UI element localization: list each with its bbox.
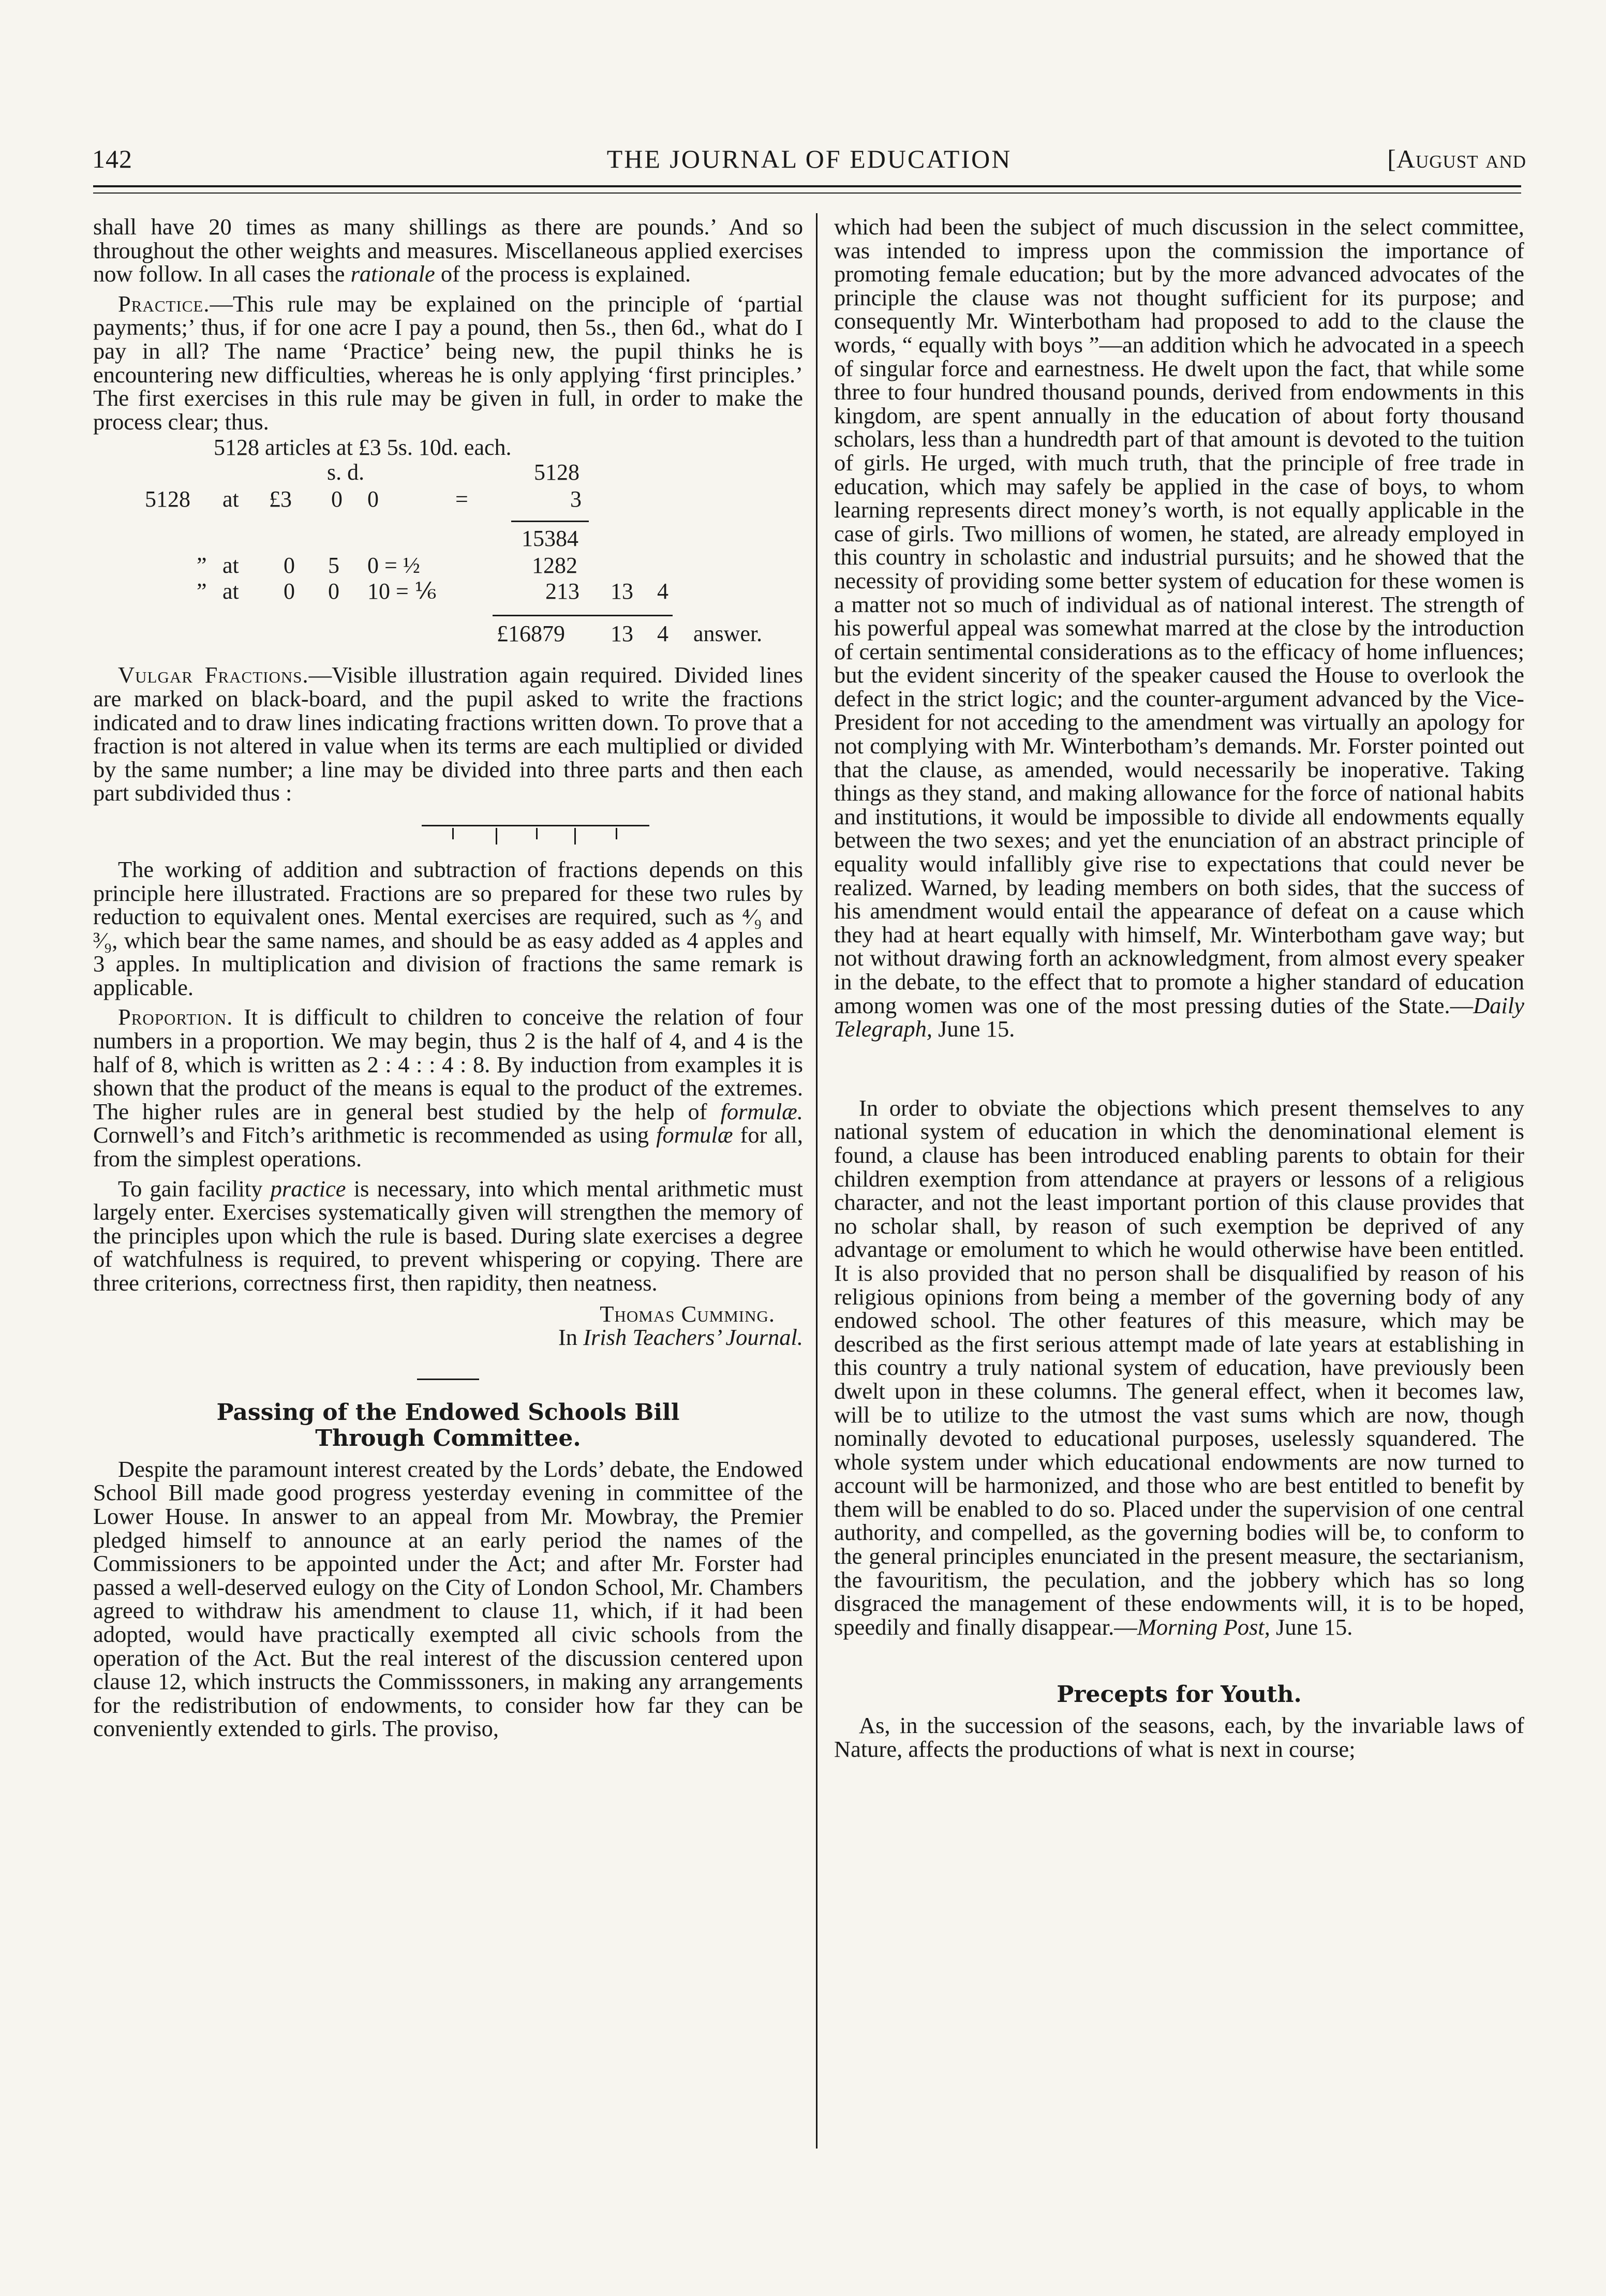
paragraph-working: The working of addition and subtraction of fractions depends on this principle here illustrated. Fractions are so prepared for these two rules by reduction to equivalent ones. Mental exercises are required, such as ⁴⁄₉ and ³⁄₉, which bear the same names, and should be as easy added as 4 apples and 3 apples. In multiplication and division of fractions the same remark is applicable. <box>93 856 803 1000</box>
paragraph-winterbotham: which had been the subject of much discussion in the select committee, was intended to impress upon the commission the importance of promoting female education; but by the more advanced advocates of the principle the clause was not thought sufficient for its purpose; and consequently Mr. Winterbotham had proposed to add to the clause the words, “ equally with boys ”—an addition which he advocated in a speech of singular force and earnestness. He dwelt upon the fact, that while some three to four hundred thousand pounds, derived from endowments in this kingdom, are spent annually in the education of about forty thousand scholars, less than a hundredth part of that amount is devoted to the tuition of girls. He urged, with much truth, that the principle of free trade in education, which may safely be applied in the case of boys, to whom learning represents direct money’s worth, is not equally applicable in the case of girls. Two millions of women, he stated, are already employed in this country in scholastic and industrial pursuits; and he showed that the necessity of providing some better system of education for these women is a matter not so much of individual as of national interest. The strength of his powerful appeal was somewhat marred at the close by the introduction of certain sentimental considerations as to the efficacy of home influences; but the evident sincerity of the speaker caused the House to overlook the defect in the strict logic; and the counter-argument advanced by the Vice-President for not acceding to the amendment was virtually an apology for not complying with Mr. Winterbotham’s demands. Mr. Forster pointed out that the clause, as amended, would necessarily be inoperative. Taking things as they stand, and making allowance for the force of national habits and institutions, it would be impossible to divide all endowments equally between the two sexes; and yet the enunciation of an abstract principle of equality would infallibly give rise to expectations that could never be realized. Warned, by leading members on both sides, that the success of his amendment would entail the appearance of defeat on a cause which they had at heart equally with himself, Mr. Winterbotham gave way; but not without drawing forth an acknowledgment, from almost every speaker in the debate, to the effect that to promote a higher standard of education among women was one of the most pressing duties of the State.—Daily Telegraph, June 15. <box>834 214 1524 1042</box>
calc-r3-pence: 4 <box>657 579 668 604</box>
calc-r3-s: 0 <box>328 579 339 604</box>
calc-r2-frac: 0 = ½ <box>367 553 420 579</box>
right-column <box>834 215 1524 1761</box>
calc-r1-at: at <box>222 486 239 512</box>
calc-r1-eq: = <box>455 486 468 512</box>
calc-heading: 5128 articles at £3 5s. 10d. each. <box>214 435 512 461</box>
practice-heading: Practice. <box>118 290 210 317</box>
paragraph-facility: To gain facility practice is necessary, into which mental arithmetic must largely enter. Exercises systematically given will strengthen the memory of the principles upon which the rule is based. During slate exercises a degree of watchfulness is required, to prevent whispering or copying. There are three criterions, correctness first, then rapidity, then neatness. <box>93 1175 803 1296</box>
calc-rule-1 <box>511 521 589 522</box>
calc-r2-s: 5 <box>328 553 339 579</box>
issue-context: [August and <box>1387 144 1526 173</box>
calc-total-pence: 4 <box>657 621 668 647</box>
calc-rule-2 <box>493 615 673 616</box>
paragraph-precepts: As, in the succession of the seasons, each, by the invariable laws of Nature, affects the productions of what is next in course; <box>834 1712 1524 1762</box>
proportion-heading: Proportion. <box>118 1004 233 1030</box>
calc-r1-l: £3 <box>269 486 292 512</box>
running-header <box>92 139 1526 180</box>
paragraph-objections: In order to obviate the objections which present themselves to any national system of education in which the denominational element is found, a clause has been introduced enabling parents to obtain for their children exemption from attendance at prayers or lessons of a religious character, and not the least important portion of this clause provides that no scholar shall, by reason of such exemption be deprived of any advantage or emolument to which he would otherwise have been entitled. It is also provided that no person shall be disqualified by reason of his religious opinions from being a member of the governing body of any endowed school. The other features of this measure, which may be described as the first serious attempt made of late years at establishing in this country a truly national system of education, have previously been dwelt upon in these columns. The general effect, when it becomes law, will be to utilize to the utmost the vast sums which are now, though nominally devoted to educational purposes, uselessly squandered. The whole system under which educational endowments are now turned to account will be harmonized, and those who are best entitled to benefit by them will be enabled to do so. Placed under the supervision of one central authority, and compelled, as the governing bodies will be, to conform to the general principles enunciated in the present measure, the sectarianism, the favouritism, the peculation, and the jobbery which has so long disgraced the management of these endowments will, it is to be hoped, speedily and finally disappear.—Morning Post, June 15. <box>834 1094 1524 1640</box>
paragraph-practice: Practice.—This rule may be explained on the principle of ‘partial payments;’ thus, if for one acre I pay a pound, then 5s., then 6d., what do I pay in all? The name ‘Practice’ being new, the pupil thinks he is encountering new difficulties, whereas he is only applying ‘first principles.’ The first exercises in this rule may be given in full, in order to make the process clear; thus. <box>93 290 803 435</box>
calc-r2-value: 1282 <box>532 553 577 579</box>
header-rule <box>93 185 1521 187</box>
source-journal: In Irish Teachers’ Journal. <box>558 1324 803 1351</box>
calc-r3-l: 0 <box>284 579 295 604</box>
author-name: Thomas Cumming. <box>600 1300 775 1327</box>
header-rule-thin <box>93 192 1521 194</box>
calc-r1-mult: 3 <box>570 486 582 512</box>
column-divider <box>816 213 817 2149</box>
calc-answer-label: answer. <box>693 621 763 647</box>
calc-r2-l: 0 <box>284 553 295 579</box>
section-separator <box>417 1379 479 1380</box>
author-signature <box>93 1302 803 1350</box>
section-separator-right <box>1148 1075 1210 1077</box>
calc-r2-ditto: ” <box>197 553 207 579</box>
calc-top-value: 5128 <box>534 460 579 485</box>
calc-r2-at: at <box>222 553 239 579</box>
practice-calculation <box>93 434 803 663</box>
section-heading-precepts: Precepts for Youth. <box>1057 1681 1302 1708</box>
calc-r3-shillings: 13 <box>611 579 633 604</box>
paragraph-proportion: Proportion. It is difficult to children to conceive the relation of four numbers in a proportion. We may begin, thus 2 is the half of 4, and 4 is the half of 8, which is written as 2 : 4 : : 4 : 8. By induction from examples it is shown that the product of the means is equal to the product of the extremes. The higher rules are in general best studied by the help of formulæ. Cornwell’s and Fitch’s arithmetic is recommended as using formulæ for all, from the simplest operations. <box>93 1004 804 1172</box>
calc-total-shillings: 13 <box>611 621 633 647</box>
calc-r3-at: at <box>222 579 239 604</box>
paragraph-vulgar-fractions: Vulgar Fractions.—Visible illustration again required. Divided lines are marked on black-board, and the pupil asked to write the fractions indicated and to draw lines indicating fractions written down. To prove that a fraction is not altered in value when its terms are each multiplied or divided by the same number; a line may be divided into three parts and then each part subdivided thus : <box>93 662 803 806</box>
calc-r1-s: 0 <box>331 486 343 512</box>
paragraph-shillings: shall have 20 times as many shillings as there are pounds.’ And so throughout the other weights and measures. Miscellaneous applied exercises now follow. In all cases the rationale of the process is explained. <box>93 214 803 287</box>
calc-subtotal: 15384 <box>522 526 578 552</box>
section-heading-endowed-schools: Passing of the Endowed Schools Bill Through Committee. <box>216 1399 680 1451</box>
calc-r1-d: 0 <box>367 486 379 512</box>
calc-r3-value: 213 <box>545 579 579 604</box>
divided-line-diagram <box>93 810 803 851</box>
left-column <box>93 215 803 1741</box>
section-separator-precepts <box>1148 1670 1210 1671</box>
calc-r1-qty: 5128 <box>145 486 190 512</box>
calc-total: £16879 <box>497 621 565 647</box>
journal-title: THE JOURNAL OF EDUCATION <box>606 144 1012 173</box>
paragraph-endowed-bill: Despite the paramount interest created by the Lords’ debate, the Endowed School Bill made good progress yesterday evening in committee of the Lower House. In answer to an appeal from Mr. Mowbray, the Premier pledged himself to announce at an early period the names of the Commissioners to be appointed under the Act; and after Mr. Forster had passed a well-deserved eulogy on the City of London School, Mr. Chambers agreed to withdraw his amendment to clause 11, which, if it had been adopted, would have practically exempted all civic schools from the operation of the Act. But the real interest of the discussion centered upon clause 12, which instructs the Commisssoners, in making any arrangements for the redistribution of endowments, to consider how far they can be conveniently extended to girls. The proviso, <box>93 1456 803 1742</box>
calc-r3-ditto: ” <box>197 579 207 604</box>
page-number: 142 <box>92 144 132 173</box>
vulgar-fractions-heading: Vulgar Fractions. <box>118 662 309 688</box>
calc-r3-frac: 10 = ⅙ <box>367 579 437 604</box>
calc-sd-label: s. d. <box>327 460 365 485</box>
